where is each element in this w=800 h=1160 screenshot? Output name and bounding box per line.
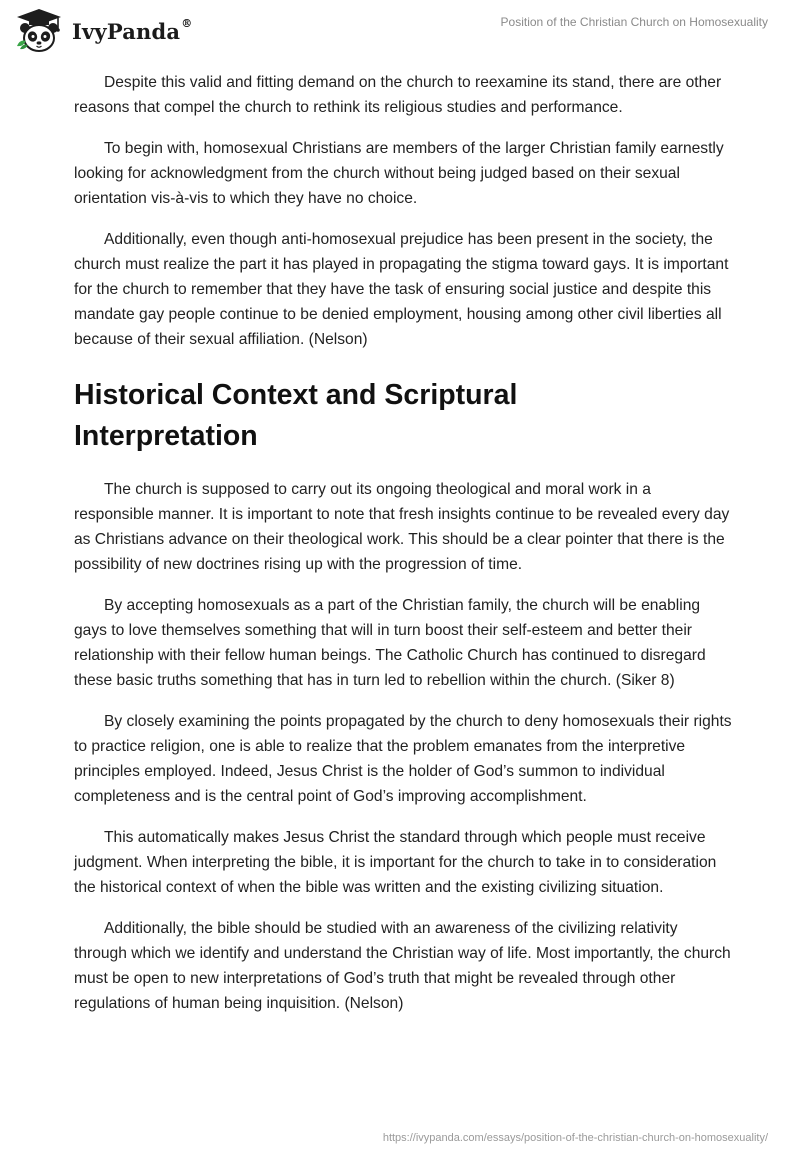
document-title: Position of the Christian Church on Homosexuality <box>500 15 768 29</box>
paragraph: Despite this valid and fitting demand on the church to reexamine its stand, there are other reasons that compel the church to rethink its religious studies and performance. <box>74 74 722 116</box>
panda-graduate-icon <box>14 8 64 54</box>
paragraph: Additionally, the bible should be studied with an awareness of the civilizing relativity through which we identify and understand the Christian way of life. Most importantly, the church must be open to new interpretations of God’s truth that might be revealed through other regulations of human being inquisition. (Nelson) <box>74 920 731 1012</box>
source-url[interactable]: https://ivypanda.com/essays/position-of-the-christian-church-on-homosexuality/ <box>382 1132 768 1144</box>
brand-name: IvyPanda® <box>72 16 193 44</box>
ivypanda-logo[interactable] <box>14 8 192 54</box>
paragraph: By closely examining the points propagated by the church to deny homosexuals their rights to practice religion, one is able to realize that the problem emanates from the interpretive principles employed. Indeed, Jesus Christ is the holder of God’s summon to individual completeness and is the central point of God’s improving accomplishment. <box>74 713 732 805</box>
paragraph: The church is supposed to carry out its ongoing theological and moral work in a responsible manner. It is important to note that fresh insights continue to be revealed every day as Christians advance on their theological work. This should be a clear pointer that there is the possibility of new doctrines rising up with the progression of time. <box>74 481 730 573</box>
paragraph: By accepting homosexuals as a part of the Christian family, the church will be enabling gays to love themselves something that will in turn boost their self-esteem and better their relationship with their fellow human beings. The Catholic Church has continued to disregard these basic truths something that has in turn led to rebellion within the church. (Siker 8) <box>74 597 706 689</box>
paragraph: This automatically makes Jesus Christ the standard through which people must receive judgment. When interpreting the bible, it is important for the church to take in to consideration the historical context of when the bible was written and the existing civilizing situation. <box>74 829 717 896</box>
section-heading: Historical Context and Scriptural Interpretation <box>74 379 518 452</box>
registered-mark: ® <box>181 16 193 30</box>
paragraph: Additionally, even though anti-homosexual prejudice has been present in the society, the church must realize the part it has played in propagating the stigma toward gays. It is important for the church to remember that they have the task of ensuring social justice and despite this mandate gay people continue to be denied employment, housing among other civil liberties all because of their sexual affiliation. (Nelson) <box>74 231 729 348</box>
page-header <box>0 0 800 60</box>
paragraph: To begin with, homosexual Christians are members of the larger Christian family earnestly looking for acknowledgment from the church without being judged based on their sexual orientation vis-à-vis to which they have no choice. <box>74 140 724 207</box>
essay-content <box>74 70 734 1032</box>
